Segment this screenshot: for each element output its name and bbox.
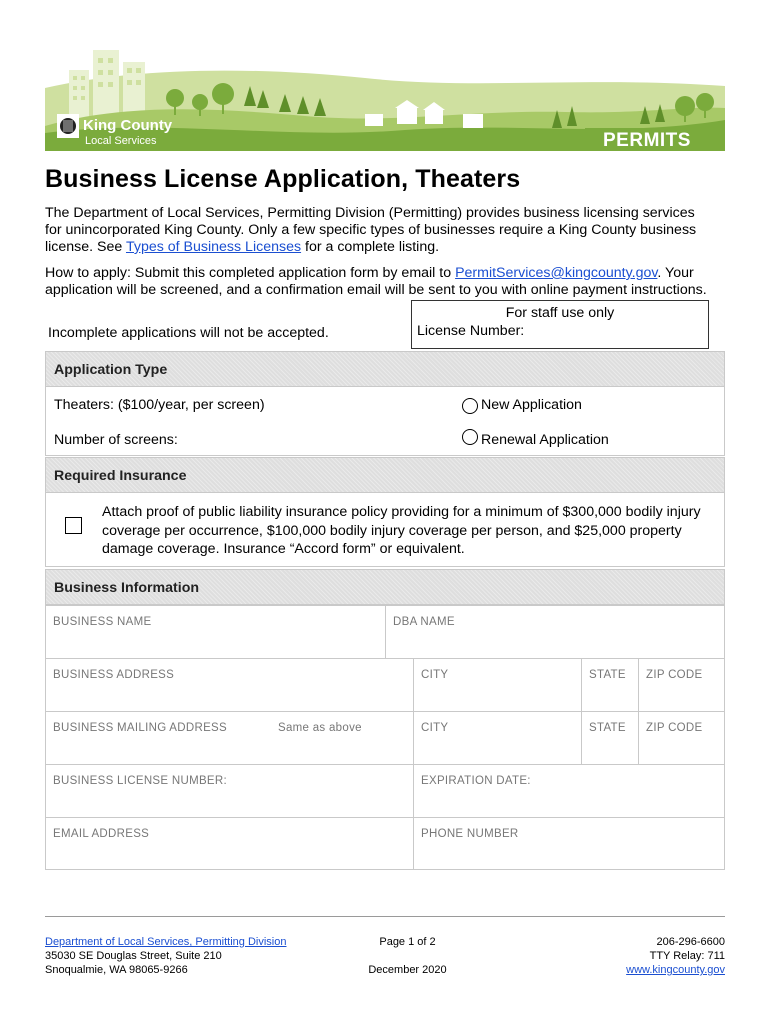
business-state-label: STATE bbox=[589, 669, 626, 681]
phone-number-field[interactable] bbox=[414, 818, 725, 870]
business-address-label: BUSINESS ADDRESS bbox=[53, 669, 175, 681]
business-city-field[interactable] bbox=[414, 659, 582, 712]
business-zip-label: ZIP CODE bbox=[646, 669, 703, 681]
intro-text-end: for a complete listing. bbox=[301, 239, 440, 255]
footer-phone: 206-296-6600 bbox=[656, 936, 725, 948]
footer-contact-block bbox=[560, 935, 725, 977]
business-information-header bbox=[45, 569, 725, 605]
footer-divider bbox=[45, 916, 725, 917]
business-name-label: BUSINESS NAME bbox=[53, 616, 152, 628]
expiration-date-field[interactable] bbox=[414, 765, 725, 818]
business-city-label: CITY bbox=[421, 669, 449, 681]
footer-tty: TTY Relay: 711 bbox=[649, 950, 725, 962]
footer-street: 35030 SE Douglas Street, Suite 210 bbox=[45, 950, 222, 962]
staff-license-number-label: License Number: bbox=[417, 323, 525, 339]
required-insurance-header bbox=[45, 457, 725, 493]
business-name-field[interactable] bbox=[46, 606, 386, 659]
footer-date: December 2020 bbox=[368, 964, 447, 976]
required-insurance-section bbox=[45, 492, 725, 567]
insurance-proof-checkbox[interactable] bbox=[65, 517, 82, 534]
email-address-field[interactable] bbox=[46, 818, 414, 870]
brand-subtitle: Local Services bbox=[85, 135, 157, 147]
staff-use-box bbox=[411, 300, 709, 349]
footer-address-block bbox=[45, 935, 286, 977]
types-of-licenses-link[interactable]: Types of Business Licenses bbox=[125, 239, 302, 255]
permit-services-email-link[interactable]: PermitServices@kingcounty.gov bbox=[455, 265, 658, 281]
expiration-date-label: EXPIRATION DATE: bbox=[421, 775, 531, 787]
application-type-section bbox=[45, 386, 725, 456]
mailing-address-field[interactable] bbox=[46, 712, 414, 765]
mailing-state-field[interactable] bbox=[582, 712, 639, 765]
staff-use-title: For staff use only bbox=[505, 305, 615, 321]
application-type-title: Application Type bbox=[54, 362, 168, 378]
page-number: Page 1 of 2 bbox=[379, 936, 436, 948]
insurance-requirement-text: Attach proof of public liability insurance policy providing for a minimum of $300,000 bodily injury coverage per occurrence, $100,000 bodily injury coverage per person, and $25,000 property damage coverage. Insurance “Accord form” or equivalent. bbox=[102, 504, 701, 557]
incomplete-notice: Incomplete applications will not be accepted. bbox=[48, 325, 329, 341]
intro-paragraph bbox=[45, 205, 715, 256]
landscape-illustration bbox=[45, 48, 725, 151]
how-to-apply-text-end: . Your application will be screened, and a confirmation email will be sent to you with online payment instructions. bbox=[45, 265, 707, 298]
mailing-zip-field[interactable] bbox=[639, 712, 725, 765]
business-state-field[interactable] bbox=[582, 659, 639, 712]
new-application-label: New Application bbox=[481, 397, 582, 413]
business-zip-field[interactable] bbox=[639, 659, 725, 712]
same-as-above-label: Same as above bbox=[278, 722, 362, 734]
renewal-application-radio[interactable] bbox=[462, 429, 478, 445]
permitting-division-link[interactable]: Department of Local Services, Permitting Division bbox=[45, 936, 287, 948]
footer-page-block bbox=[340, 935, 475, 977]
required-insurance-title: Required Insurance bbox=[54, 468, 187, 484]
business-information-title: Business Information bbox=[54, 580, 200, 596]
dba-name-label: DBA NAME bbox=[393, 616, 455, 628]
mailing-zip-label: ZIP CODE bbox=[646, 722, 703, 734]
mailing-address-label: BUSINESS MAILING ADDRESS bbox=[53, 722, 227, 734]
mailing-city-label: CITY bbox=[421, 722, 449, 734]
dba-name-field[interactable] bbox=[386, 606, 725, 659]
kingcounty-website-link[interactable]: www.kingcounty.gov bbox=[626, 964, 725, 976]
theaters-fee-label: Theaters: ($100/year, per screen) bbox=[54, 397, 265, 413]
how-to-apply-text: How to apply: Submit this completed application form by email to bbox=[45, 265, 456, 281]
new-application-radio[interactable] bbox=[462, 398, 478, 414]
permits-badge-text: PERMITS bbox=[603, 130, 691, 151]
business-license-number-label: BUSINESS LICENSE NUMBER: bbox=[53, 775, 227, 787]
brand-name: King County bbox=[83, 117, 173, 134]
page-title: Business License Application, Theaters bbox=[45, 165, 521, 193]
footer-city: Snoqualmie, WA 98065-9266 bbox=[45, 964, 188, 976]
phone-number-label: PHONE NUMBER bbox=[421, 828, 519, 840]
how-to-apply-paragraph bbox=[45, 265, 715, 299]
number-of-screens-label: Number of screens: bbox=[54, 432, 178, 448]
permits-banner bbox=[45, 48, 725, 151]
mailing-state-label: STATE bbox=[589, 722, 626, 734]
application-type-header bbox=[45, 351, 725, 387]
business-address-field[interactable] bbox=[46, 659, 414, 712]
intro-text: The Department of Local Services, Permitting Division (Permitting) provides business licensing services for unincorporated King County. Only a few specific types of businesses require a King County business license. See bbox=[45, 205, 697, 255]
business-information-section bbox=[45, 605, 725, 870]
mailing-city-field[interactable] bbox=[414, 712, 582, 765]
email-address-label: EMAIL ADDRESS bbox=[53, 828, 150, 840]
business-license-number-field[interactable] bbox=[46, 765, 414, 818]
renewal-application-label: Renewal Application bbox=[481, 432, 609, 448]
